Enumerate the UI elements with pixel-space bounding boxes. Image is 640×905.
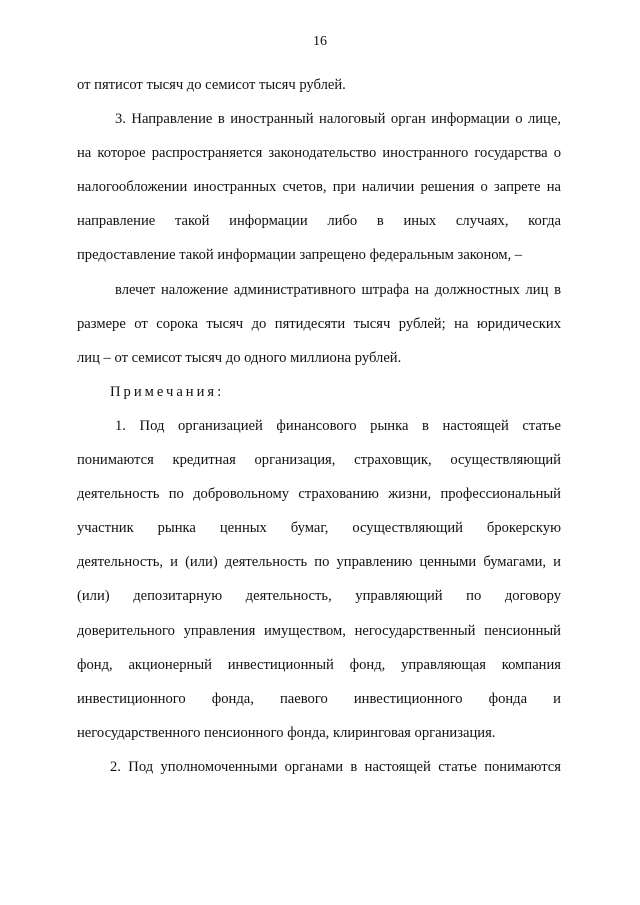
text-line: налогообложении иностранных счетов, при наличии решения о запрете на [77,179,561,196]
text-line: 1. Под организацией финансового рынка в настоящей статье [115,417,561,434]
text-line: понимаются кредитная организация, страховщик, осуществляющий [77,452,561,469]
text-line: от пятисот тысяч до семисот тысяч рублей. [77,77,346,93]
text-line: направление такой информации либо в иных случаях, когда [77,213,561,230]
text-line: лиц – от семисот тысяч до одного миллиона рублей. [77,349,402,366]
text-line: (или) депозитарную деятельность, управляющий по договору [77,588,561,605]
document-body [77,68,561,784]
text-line: деятельность по добровольному страхованию жизни, профессиональный [77,486,561,503]
text-line: инвестиционного фонда, паевого инвестиционного фонда и [77,690,561,707]
text-line: на которое распространяется законодательство иностранного государства о [77,145,561,162]
text-line: участник рынка ценных бумаг, осуществляющий брокерскую [77,520,561,537]
text-line: 3. Направление в иностранный налоговый орган информации о лице, [115,111,561,128]
page-number: 16 [313,34,327,49]
text-line: размере от сорока тысяч до пятидесяти тысяч рублей; на юридических [77,315,561,332]
text-line: негосударственного пенсионного фонда, клиринговая организация. [77,724,496,741]
text-line: деятельность, и (или) деятельность по управлению ценными бумагами, и [77,554,561,571]
text-line: влечет наложение административного штрафа на должностных лиц в [115,281,561,298]
text-line: доверительного управления имуществом, негосударственный пенсионный [77,622,561,639]
notes-heading: Примечания: [110,383,225,400]
text-line: 2. Под уполномоченными органами в настоящей статье понимаются [110,758,561,775]
text-line: фонд, акционерный инвестиционный фонд, управляющая компания [77,656,561,673]
text-line: предоставление такой информации запрещено федеральным законом, – [77,247,523,264]
